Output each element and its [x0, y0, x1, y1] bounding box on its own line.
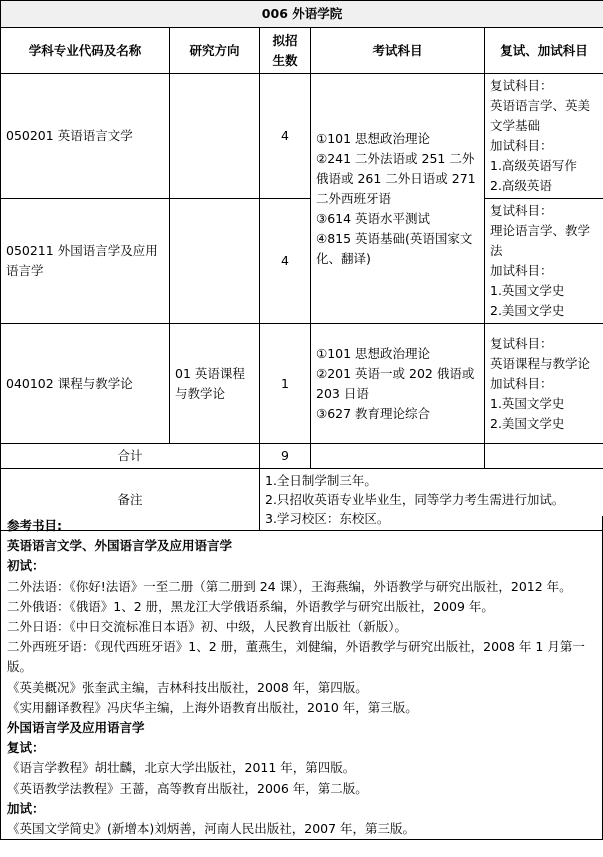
exam-line: ④815 英语基础(英语国家文化、翻译)	[316, 230, 473, 266]
header-direction: 研究方向	[170, 28, 260, 74]
exam-line: ②201 英语一或 202 俄语或 203 日语	[316, 365, 475, 401]
retest-line: 1.英国文学史	[490, 395, 565, 411]
table-row	[1, 199, 603, 324]
row2-code-name: 050211 外国语言学及应用语言学	[1, 199, 170, 324]
row3-direction: 01 英语课程与教学论	[170, 324, 260, 444]
notes-label: 备注	[1, 469, 260, 531]
references-section	[0, 516, 603, 840]
retest-line: 加试科目：	[490, 138, 553, 153]
retest-line: 2.美国文学史	[490, 415, 565, 431]
reference-item: 二外法语：《你好!法语》一至二册（第二册到 24 课），王海燕编，外语教学与研究出版社，2012 年。	[7, 578, 572, 594]
row3-retest	[485, 324, 603, 444]
exam-line: ①101 思想政治理论	[316, 130, 431, 146]
references-section2-sub1: 复试：	[7, 740, 45, 756]
note-line: 1.全日制学制三年。	[265, 473, 377, 488]
reference-item: 《英语教学法教程》王蔷，高等教育出版社，2006 年，第二版。	[7, 780, 368, 796]
reference-item: 《英美概况》张奎武主编，吉林科技出版社，2008 年，第四版。	[7, 679, 368, 695]
references-heading: 参考书目:	[7, 518, 62, 533]
retest-line: 复试科目：	[490, 335, 553, 351]
retest-line: 1.高级英语写作	[490, 158, 577, 173]
note-line: 2.只招收英语专业毕业生，同等学力考生需进行加试。	[265, 492, 565, 507]
header-exam: 考试科目	[311, 28, 485, 74]
table-row	[1, 324, 603, 444]
references-section1-title: 英语语言文学、外国语言学及应用语言学	[7, 538, 233, 554]
total-label: 合计	[1, 444, 260, 469]
references-section2-title: 外国语言学及应用语言学	[7, 720, 145, 736]
retest-line: 英语课程与教学论	[490, 355, 591, 371]
row1-retest	[485, 74, 603, 199]
reference-item: 二外日语：《中日交流标准日本语》初、中级，人民教育出版社（新版）。	[7, 619, 408, 635]
exam-line: ③627 教育理论综合	[316, 405, 431, 421]
total-empty-retest	[485, 444, 603, 469]
reference-item: 《语言学教程》胡壮麟，北京大学出版社，2011 年，第四版。	[7, 760, 356, 776]
total-count: 9	[260, 444, 311, 469]
exam-line: ③614 英语水平测试	[316, 210, 431, 226]
retest-line: 英语语言学、英美文学基础	[490, 98, 591, 133]
retest-line: 加试科目：	[490, 375, 553, 391]
row1-code-name: 050201 英语语言文学	[1, 74, 170, 199]
reference-item: 《英国文学简史》(新增本)刘炳善，河南人民出版社，2007 年，第三版。	[7, 821, 416, 837]
header-enroll	[260, 28, 311, 74]
references-section2-sub2: 加试：	[7, 800, 45, 816]
row3-exam	[311, 324, 485, 444]
header-retest: 复试、加试科目	[485, 28, 603, 74]
row1-direction	[170, 74, 260, 199]
retest-line: 复试科目：	[490, 203, 553, 218]
row2-retest	[485, 199, 603, 324]
row1-count: 4	[260, 74, 311, 199]
reference-item: 《实用翻译教程》冯庆华主编，上海外语教育出版社，2010 年，第三版。	[7, 699, 418, 715]
note-line: 3.学习校区：东校区。	[265, 511, 390, 526]
total-empty-exam	[311, 444, 485, 469]
row2-direction	[170, 199, 260, 324]
references-section1-sub: 初试：	[7, 558, 45, 574]
college-title: 006 外语学院	[1, 1, 603, 28]
row2-count: 4	[260, 199, 311, 324]
table-row	[1, 74, 603, 199]
retest-line: 复试科目：	[490, 78, 553, 93]
header-enroll-line2: 生数	[272, 52, 298, 68]
exam-line: ①101 思想政治理论	[316, 345, 431, 361]
row3-count: 1	[260, 324, 311, 444]
header-code-name: 学科专业代码及名称	[1, 28, 170, 74]
exam-line: ②241 二外法语或 251 二外俄语或 261 二外日语或 271 二外西班牙语	[316, 150, 476, 206]
row3-code-name: 040102 课程与教学论	[1, 324, 170, 444]
shared-exam-cell	[311, 74, 485, 324]
header-enroll-line1: 拟招	[272, 32, 298, 48]
retest-line: 1.英国文学史	[490, 283, 565, 298]
retest-line: 2.美国文学史	[490, 303, 565, 318]
total-row	[1, 444, 603, 469]
retest-line: 理论语言学、教学法	[490, 223, 591, 258]
retest-line: 加试科目：	[490, 263, 553, 278]
retest-line: 2.高级英语	[490, 178, 552, 193]
reference-item: 二外俄语：《俄语》1、2 册，黑龙江大学俄语系编，外语教学与研究出版社，2009 年。	[7, 598, 494, 614]
reference-item: 二外西班牙语：《现代西班牙语》1、2 册，董燕生，刘健编，外语教学与研究出版社，2008 年 1 月第一版。	[7, 639, 585, 675]
